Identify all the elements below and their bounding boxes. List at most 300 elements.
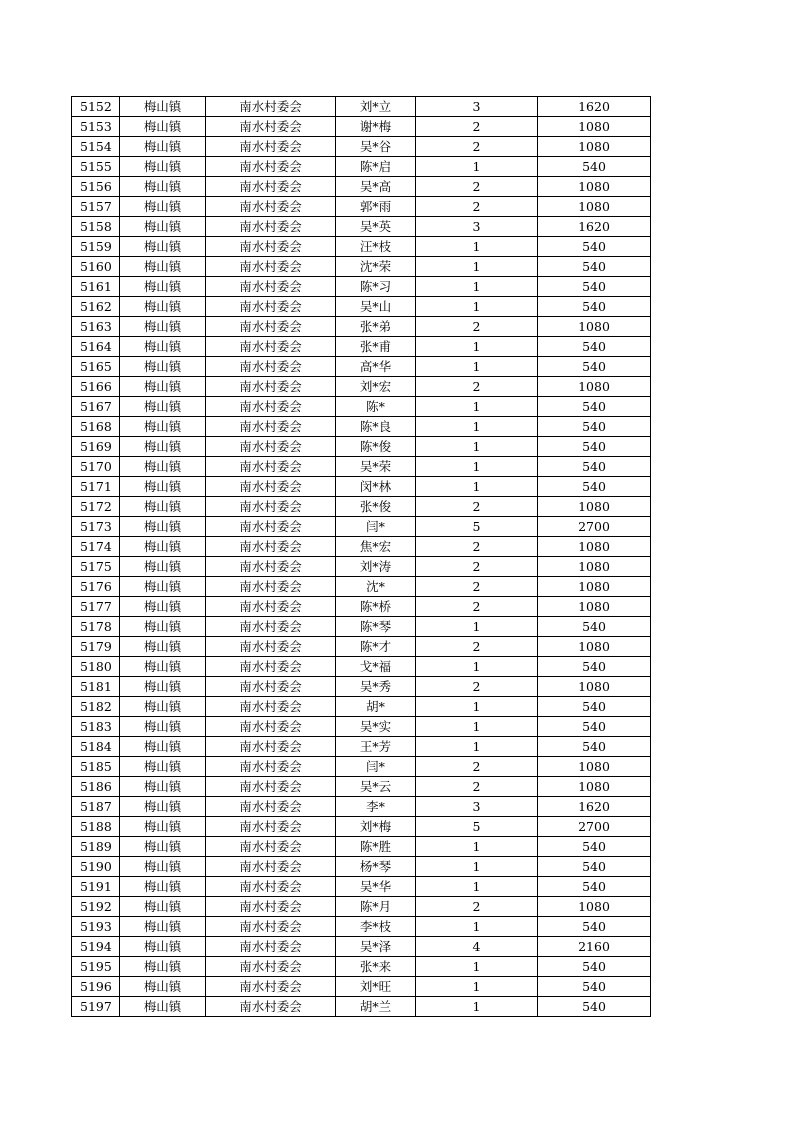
- village-committee-cell: 南水村委会: [206, 997, 336, 1017]
- table-row: [72, 617, 651, 637]
- village-committee-cell: 南水村委会: [206, 897, 336, 917]
- name-cell: 杨*琴: [336, 857, 416, 877]
- name-cell: 刘*宏: [336, 377, 416, 397]
- name-cell: 陈*月: [336, 897, 416, 917]
- name-cell: 闵*林: [336, 477, 416, 497]
- village-committee-cell: 南水村委会: [206, 397, 336, 417]
- amount-cell: 1080: [538, 677, 651, 697]
- amount-cell: 2700: [538, 517, 651, 537]
- row-number-cell: 5174: [72, 537, 120, 557]
- village-committee-cell: 南水村委会: [206, 537, 336, 557]
- town-cell: 梅山镇: [120, 997, 206, 1017]
- amount-cell: 540: [538, 857, 651, 877]
- count-cell: 1: [416, 657, 538, 677]
- town-cell: 梅山镇: [120, 357, 206, 377]
- town-cell: 梅山镇: [120, 817, 206, 837]
- town-cell: 梅山镇: [120, 857, 206, 877]
- amount-cell: 1080: [538, 177, 651, 197]
- name-cell: 吴*泽: [336, 937, 416, 957]
- town-cell: 梅山镇: [120, 917, 206, 937]
- row-number-cell: 5191: [72, 877, 120, 897]
- village-committee-cell: 南水村委会: [206, 357, 336, 377]
- row-number-cell: 5161: [72, 277, 120, 297]
- name-cell: 刘*涛: [336, 557, 416, 577]
- name-cell: 刘*梅: [336, 817, 416, 837]
- amount-cell: 540: [538, 237, 651, 257]
- town-cell: 梅山镇: [120, 397, 206, 417]
- count-cell: 1: [416, 257, 538, 277]
- row-number-cell: 5154: [72, 137, 120, 157]
- row-number-cell: 5160: [72, 257, 120, 277]
- count-cell: 4: [416, 937, 538, 957]
- village-committee-cell: 南水村委会: [206, 837, 336, 857]
- table-row: [72, 657, 651, 677]
- village-committee-cell: 南水村委会: [206, 737, 336, 757]
- town-cell: 梅山镇: [120, 457, 206, 477]
- table-row: [72, 257, 651, 277]
- town-cell: 梅山镇: [120, 117, 206, 137]
- town-cell: 梅山镇: [120, 697, 206, 717]
- amount-cell: 540: [538, 297, 651, 317]
- table-row: [72, 917, 651, 937]
- name-cell: 戈*福: [336, 657, 416, 677]
- name-cell: 吴*谷: [336, 137, 416, 157]
- count-cell: 2: [416, 637, 538, 657]
- table-row: [72, 377, 651, 397]
- village-committee-cell: 南水村委会: [206, 637, 336, 657]
- count-cell: 2: [416, 177, 538, 197]
- name-cell: 吴*山: [336, 297, 416, 317]
- table-row: [72, 97, 651, 117]
- row-number-cell: 5176: [72, 577, 120, 597]
- amount-cell: 1620: [538, 97, 651, 117]
- town-cell: 梅山镇: [120, 957, 206, 977]
- village-committee-cell: 南水村委会: [206, 257, 336, 277]
- row-number-cell: 5171: [72, 477, 120, 497]
- town-cell: 梅山镇: [120, 617, 206, 637]
- row-number-cell: 5170: [72, 457, 120, 477]
- town-cell: 梅山镇: [120, 737, 206, 757]
- row-number-cell: 5175: [72, 557, 120, 577]
- table-row: [72, 217, 651, 237]
- row-number-cell: 5189: [72, 837, 120, 857]
- count-cell: 1: [416, 157, 538, 177]
- amount-cell: 2160: [538, 937, 651, 957]
- village-committee-cell: 南水村委会: [206, 197, 336, 217]
- amount-cell: 1080: [538, 557, 651, 577]
- amount-cell: 540: [538, 957, 651, 977]
- table-row: [72, 417, 651, 437]
- town-cell: 梅山镇: [120, 337, 206, 357]
- count-cell: 1: [416, 717, 538, 737]
- row-number-cell: 5197: [72, 997, 120, 1017]
- name-cell: 吴*实: [336, 717, 416, 737]
- count-cell: 1: [416, 857, 538, 877]
- count-cell: 1: [416, 917, 538, 937]
- table-row: [72, 597, 651, 617]
- amount-cell: 1080: [538, 757, 651, 777]
- amount-cell: 540: [538, 977, 651, 997]
- town-cell: 梅山镇: [120, 937, 206, 957]
- name-cell: 沈*: [336, 577, 416, 597]
- amount-cell: 2700: [538, 817, 651, 837]
- count-cell: 1: [416, 397, 538, 417]
- count-cell: 1: [416, 617, 538, 637]
- town-cell: 梅山镇: [120, 597, 206, 617]
- village-committee-cell: 南水村委会: [206, 697, 336, 717]
- town-cell: 梅山镇: [120, 677, 206, 697]
- table-row: [72, 197, 651, 217]
- town-cell: 梅山镇: [120, 437, 206, 457]
- name-cell: 张*弟: [336, 317, 416, 337]
- table-row: [72, 457, 651, 477]
- village-committee-cell: 南水村委会: [206, 437, 336, 457]
- count-cell: 1: [416, 957, 538, 977]
- table-body: [72, 97, 651, 1017]
- name-cell: 刘*旺: [336, 977, 416, 997]
- village-committee-cell: 南水村委会: [206, 177, 336, 197]
- table-row: [72, 897, 651, 917]
- name-cell: 陈*良: [336, 417, 416, 437]
- row-number-cell: 5179: [72, 637, 120, 657]
- name-cell: 陈*才: [336, 637, 416, 657]
- town-cell: 梅山镇: [120, 297, 206, 317]
- table-row: [72, 837, 651, 857]
- name-cell: 张*甫: [336, 337, 416, 357]
- count-cell: 2: [416, 777, 538, 797]
- village-committee-cell: 南水村委会: [206, 497, 336, 517]
- table-row: [72, 437, 651, 457]
- table-row: [72, 237, 651, 257]
- town-cell: 梅山镇: [120, 317, 206, 337]
- town-cell: 梅山镇: [120, 577, 206, 597]
- row-number-cell: 5193: [72, 917, 120, 937]
- town-cell: 梅山镇: [120, 237, 206, 257]
- name-cell: 陈*桥: [336, 597, 416, 617]
- table-row: [72, 177, 651, 197]
- row-number-cell: 5168: [72, 417, 120, 437]
- name-cell: 汪*枝: [336, 237, 416, 257]
- town-cell: 梅山镇: [120, 137, 206, 157]
- village-committee-cell: 南水村委会: [206, 817, 336, 837]
- village-committee-cell: 南水村委会: [206, 377, 336, 397]
- town-cell: 梅山镇: [120, 797, 206, 817]
- town-cell: 梅山镇: [120, 217, 206, 237]
- town-cell: 梅山镇: [120, 197, 206, 217]
- amount-cell: 1080: [538, 377, 651, 397]
- row-number-cell: 5167: [72, 397, 120, 417]
- name-cell: 谢*梅: [336, 117, 416, 137]
- table-row: [72, 737, 651, 757]
- town-cell: 梅山镇: [120, 897, 206, 917]
- amount-cell: 1080: [538, 577, 651, 597]
- row-number-cell: 5173: [72, 517, 120, 537]
- count-cell: 1: [416, 277, 538, 297]
- amount-cell: 1080: [538, 317, 651, 337]
- count-cell: 1: [416, 337, 538, 357]
- amount-cell: 1080: [538, 137, 651, 157]
- town-cell: 梅山镇: [120, 557, 206, 577]
- table-row: [72, 877, 651, 897]
- name-cell: 陈*琴: [336, 617, 416, 637]
- amount-cell: 540: [538, 997, 651, 1017]
- count-cell: 2: [416, 677, 538, 697]
- village-committee-cell: 南水村委会: [206, 617, 336, 637]
- count-cell: 1: [416, 437, 538, 457]
- town-cell: 梅山镇: [120, 477, 206, 497]
- table-row: [72, 857, 651, 877]
- count-cell: 1: [416, 237, 538, 257]
- village-committee-cell: 南水村委会: [206, 117, 336, 137]
- row-number-cell: 5152: [72, 97, 120, 117]
- row-number-cell: 5187: [72, 797, 120, 817]
- table-row: [72, 497, 651, 517]
- row-number-cell: 5156: [72, 177, 120, 197]
- name-cell: 王*芳: [336, 737, 416, 757]
- count-cell: 2: [416, 597, 538, 617]
- table-row: [72, 677, 651, 697]
- table-row: [72, 757, 651, 777]
- village-committee-cell: 南水村委会: [206, 557, 336, 577]
- count-cell: 2: [416, 557, 538, 577]
- town-cell: 梅山镇: [120, 637, 206, 657]
- table-row: [72, 937, 651, 957]
- name-cell: 陈*: [336, 397, 416, 417]
- count-cell: 3: [416, 797, 538, 817]
- amount-cell: 1080: [538, 897, 651, 917]
- amount-cell: 1620: [538, 797, 651, 817]
- town-cell: 梅山镇: [120, 777, 206, 797]
- village-committee-cell: 南水村委会: [206, 677, 336, 697]
- amount-cell: 1080: [538, 597, 651, 617]
- village-committee-cell: 南水村委会: [206, 277, 336, 297]
- name-cell: 陈*习: [336, 277, 416, 297]
- row-number-cell: 5159: [72, 237, 120, 257]
- amount-cell: 540: [538, 457, 651, 477]
- town-cell: 梅山镇: [120, 537, 206, 557]
- row-number-cell: 5164: [72, 337, 120, 357]
- row-number-cell: 5190: [72, 857, 120, 877]
- table-row: [72, 517, 651, 537]
- town-cell: 梅山镇: [120, 177, 206, 197]
- town-cell: 梅山镇: [120, 417, 206, 437]
- village-committee-cell: 南水村委会: [206, 217, 336, 237]
- town-cell: 梅山镇: [120, 717, 206, 737]
- table-row: [72, 297, 651, 317]
- table-row: [72, 317, 651, 337]
- row-number-cell: 5155: [72, 157, 120, 177]
- village-committee-cell: 南水村委会: [206, 417, 336, 437]
- village-committee-cell: 南水村委会: [206, 237, 336, 257]
- amount-cell: 540: [538, 257, 651, 277]
- town-cell: 梅山镇: [120, 497, 206, 517]
- count-cell: 2: [416, 897, 538, 917]
- name-cell: 张*俊: [336, 497, 416, 517]
- amount-cell: 540: [538, 337, 651, 357]
- village-committee-cell: 南水村委会: [206, 777, 336, 797]
- row-number-cell: 5178: [72, 617, 120, 637]
- count-cell: 1: [416, 417, 538, 437]
- village-committee-cell: 南水村委会: [206, 717, 336, 737]
- table-row: [72, 117, 651, 137]
- name-cell: 李*: [336, 797, 416, 817]
- count-cell: 2: [416, 497, 538, 517]
- name-cell: 陈*启: [336, 157, 416, 177]
- village-committee-cell: 南水村委会: [206, 917, 336, 937]
- row-number-cell: 5186: [72, 777, 120, 797]
- name-cell: 吴*荣: [336, 457, 416, 477]
- village-committee-cell: 南水村委会: [206, 657, 336, 677]
- table-row: [72, 957, 651, 977]
- table-row: [72, 577, 651, 597]
- row-number-cell: 5196: [72, 977, 120, 997]
- table-row: [72, 537, 651, 557]
- town-cell: 梅山镇: [120, 757, 206, 777]
- table-row: [72, 477, 651, 497]
- village-committee-cell: 南水村委会: [206, 317, 336, 337]
- name-cell: 张*来: [336, 957, 416, 977]
- town-cell: 梅山镇: [120, 517, 206, 537]
- village-committee-cell: 南水村委会: [206, 337, 336, 357]
- name-cell: 高*华: [336, 357, 416, 377]
- row-number-cell: 5172: [72, 497, 120, 517]
- name-cell: 吴*秀: [336, 677, 416, 697]
- amount-cell: 540: [538, 697, 651, 717]
- table-row: [72, 357, 651, 377]
- village-committee-cell: 南水村委会: [206, 797, 336, 817]
- village-committee-cell: 南水村委会: [206, 977, 336, 997]
- name-cell: 陈*俊: [336, 437, 416, 457]
- village-committee-cell: 南水村委会: [206, 137, 336, 157]
- table-row: [72, 777, 651, 797]
- count-cell: 1: [416, 457, 538, 477]
- count-cell: 2: [416, 577, 538, 597]
- count-cell: 1: [416, 737, 538, 757]
- row-number-cell: 5163: [72, 317, 120, 337]
- table-row: [72, 637, 651, 657]
- amount-cell: 1080: [538, 537, 651, 557]
- name-cell: 胡*: [336, 697, 416, 717]
- village-committee-cell: 南水村委会: [206, 477, 336, 497]
- count-cell: 2: [416, 117, 538, 137]
- village-committee-cell: 南水村委会: [206, 857, 336, 877]
- row-number-cell: 5153: [72, 117, 120, 137]
- row-number-cell: 5162: [72, 297, 120, 317]
- row-number-cell: 5157: [72, 197, 120, 217]
- name-cell: 李*枝: [336, 917, 416, 937]
- town-cell: 梅山镇: [120, 977, 206, 997]
- row-number-cell: 5194: [72, 937, 120, 957]
- row-number-cell: 5169: [72, 437, 120, 457]
- town-cell: 梅山镇: [120, 877, 206, 897]
- name-cell: 陈*胜: [336, 837, 416, 857]
- village-committee-cell: 南水村委会: [206, 157, 336, 177]
- village-committee-cell: 南水村委会: [206, 297, 336, 317]
- row-number-cell: 5183: [72, 717, 120, 737]
- count-cell: 5: [416, 817, 538, 837]
- amount-cell: 1080: [538, 117, 651, 137]
- count-cell: 5: [416, 517, 538, 537]
- count-cell: 2: [416, 537, 538, 557]
- count-cell: 1: [416, 697, 538, 717]
- table-row: [72, 817, 651, 837]
- village-committee-cell: 南水村委会: [206, 577, 336, 597]
- count-cell: 2: [416, 137, 538, 157]
- name-cell: 闫*: [336, 517, 416, 537]
- count-cell: 1: [416, 837, 538, 857]
- name-cell: 吴*高: [336, 177, 416, 197]
- table-row: [72, 697, 651, 717]
- amount-cell: 540: [538, 917, 651, 937]
- amount-cell: 540: [538, 717, 651, 737]
- table-row: [72, 277, 651, 297]
- amount-cell: 1080: [538, 497, 651, 517]
- town-cell: 梅山镇: [120, 837, 206, 857]
- count-cell: 1: [416, 997, 538, 1017]
- count-cell: 3: [416, 217, 538, 237]
- row-number-cell: 5166: [72, 377, 120, 397]
- amount-cell: 540: [538, 157, 651, 177]
- town-cell: 梅山镇: [120, 157, 206, 177]
- name-cell: 刘*立: [336, 97, 416, 117]
- table-row: [72, 337, 651, 357]
- count-cell: 1: [416, 877, 538, 897]
- amount-cell: 540: [538, 737, 651, 757]
- table-row: [72, 717, 651, 737]
- town-cell: 梅山镇: [120, 377, 206, 397]
- name-cell: 闫*: [336, 757, 416, 777]
- table-row: [72, 397, 651, 417]
- town-cell: 梅山镇: [120, 657, 206, 677]
- amount-cell: 540: [538, 477, 651, 497]
- count-cell: 1: [416, 357, 538, 377]
- amount-cell: 540: [538, 437, 651, 457]
- row-number-cell: 5158: [72, 217, 120, 237]
- table-row: [72, 557, 651, 577]
- table-row: [72, 997, 651, 1017]
- town-cell: 梅山镇: [120, 97, 206, 117]
- amount-cell: 540: [538, 357, 651, 377]
- count-cell: 2: [416, 757, 538, 777]
- table-row: [72, 157, 651, 177]
- row-number-cell: 5165: [72, 357, 120, 377]
- amount-cell: 540: [538, 417, 651, 437]
- name-cell: 郭*雨: [336, 197, 416, 217]
- name-cell: 沈*荣: [336, 257, 416, 277]
- village-committee-cell: 南水村委会: [206, 877, 336, 897]
- row-number-cell: 5192: [72, 897, 120, 917]
- name-cell: 吴*华: [336, 877, 416, 897]
- village-committee-cell: 南水村委会: [206, 457, 336, 477]
- amount-cell: 540: [538, 277, 651, 297]
- table-row: [72, 797, 651, 817]
- data-table: [71, 96, 651, 1017]
- name-cell: 胡*兰: [336, 997, 416, 1017]
- village-committee-cell: 南水村委会: [206, 937, 336, 957]
- count-cell: 1: [416, 297, 538, 317]
- village-committee-cell: 南水村委会: [206, 517, 336, 537]
- table-row: [72, 977, 651, 997]
- amount-cell: 1620: [538, 217, 651, 237]
- row-number-cell: 5195: [72, 957, 120, 977]
- count-cell: 3: [416, 97, 538, 117]
- village-committee-cell: 南水村委会: [206, 597, 336, 617]
- amount-cell: 540: [538, 657, 651, 677]
- amount-cell: 1080: [538, 777, 651, 797]
- row-number-cell: 5180: [72, 657, 120, 677]
- row-number-cell: 5181: [72, 677, 120, 697]
- count-cell: 1: [416, 977, 538, 997]
